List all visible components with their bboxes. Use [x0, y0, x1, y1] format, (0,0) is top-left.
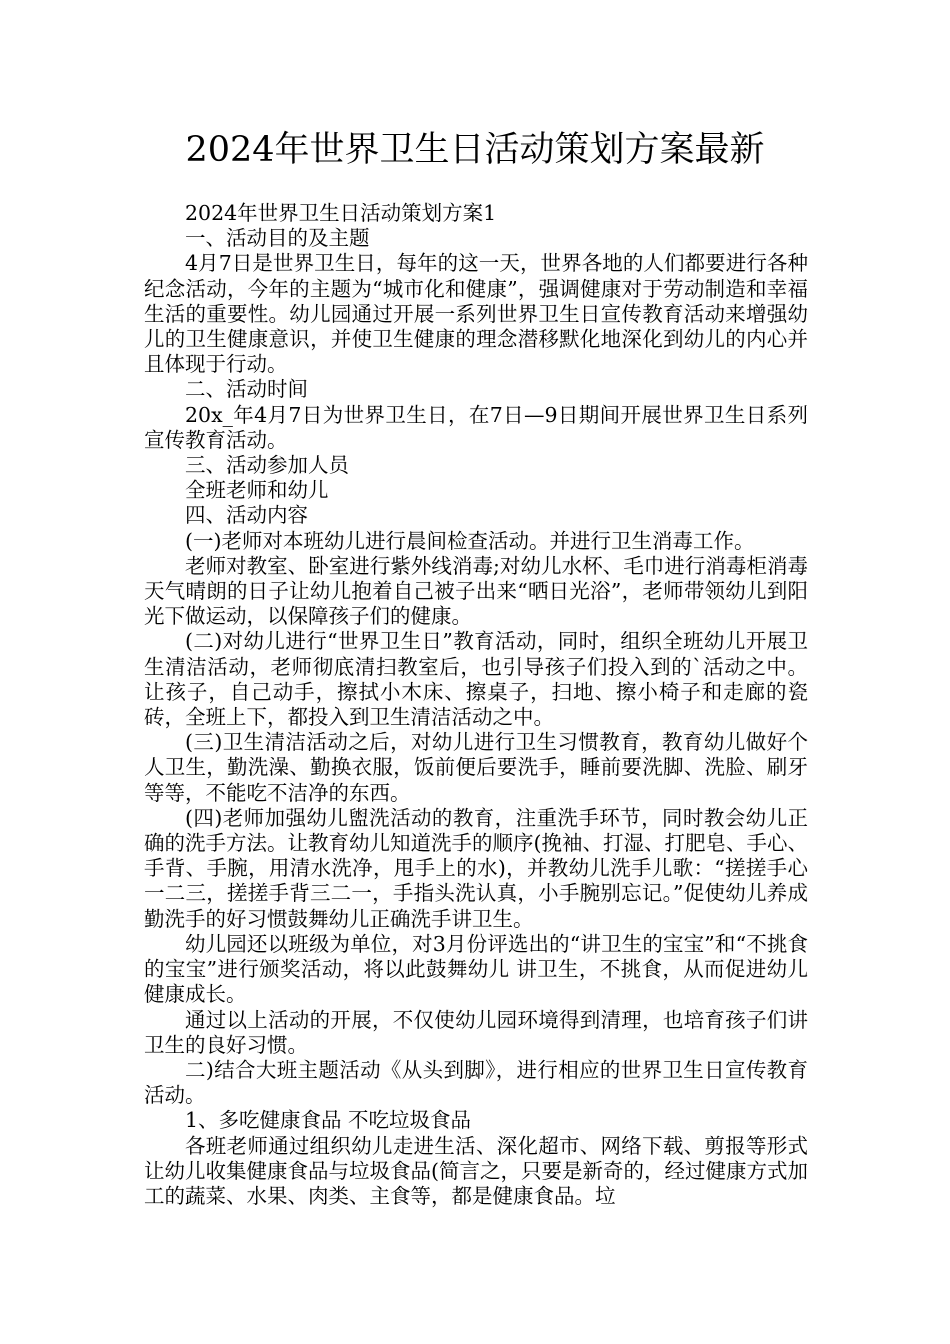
paragraph-awards: 幼儿园还以班级为单位，对3月份评选出的“讲卫生的宝宝”和“不挑食的宝宝”进行颁奖活动，将以此鼓舞幼儿 讲卫生，不挑食，从而促进幼儿健康成长。: [144, 931, 808, 1007]
paragraph-content-1-detail: 老师对教室、卧室进行紫外线消毒;对幼儿水杯、毛巾进行消毒柜消毒天气晴朗的日子让幼儿抱着自己被子出来“晒日光浴”，老师带领幼儿到阳光下做运动，以保障孩子们的健康。: [144, 553, 808, 629]
subheading-healthy-food: 1、多吃健康食品 不吃垃圾食品: [185, 1108, 472, 1133]
paragraph-content-1: (一)老师对本班幼儿进行晨间检查活动。并进行卫生消毒工作。: [185, 528, 755, 553]
paragraph-purpose: 4月7日是世界卫生日，每年的这一天，世界各地的人们都要进行各种纪念活动，今年的主题为“城市化和健康”，强调健康对于劳动制造和幸福生活的重要性。幼儿园通过开展一系列世界卫生日宣传教育活动来增强幼儿的卫生健康意识，并使卫生健康的理念潜移默化地深化到幼儿的内心并且体现于行动。: [144, 251, 808, 377]
paragraph-healthy-food: 各班老师通过组织幼儿走进生活、深化超市、网络下载、剪报等形式让幼儿收集健康食品与垃圾食品(简言之，只要是新奇的，经过健康方式加工的蔬菜、水果、肉类、主食等，都是健康食品。垃: [144, 1133, 808, 1208]
section-heading-time: 二、活动时间: [185, 377, 308, 402]
paragraph-content-2: (二)对幼儿进行“世界卫生日”教育活动，同时，组织全班幼儿开展卫生清洁活动，老师彻底清扫教室后，也引导孩子们投入到的`活动之中。让孩子，自己动手，擦拭小木床、擦桌子，扫地、擦小椅子和走廊的瓷砖，全班上下，都投入到卫生清洁活动之中。: [144, 629, 808, 730]
paragraph-content-3: (三)卫生清洁活动之后，对幼儿进行卫生习惯教育，教育幼儿做好个人卫生，勤洗澡、勤换衣服，饭前便后要洗手，睡前要洗脚、洗脸、刷牙等等，不能吃不洁净的东西。: [144, 730, 808, 805]
heading-plan-1: 2024年世界卫生日活动策划方案1: [185, 201, 497, 225]
section-heading-participants: 三、活动参加人员: [185, 453, 349, 478]
paragraph-content-4: (四)老师加强幼儿盥洗活动的教育，注重洗手环节，同时教会幼儿正确的洗手方法。让教育幼儿知道洗手的顺序(挽袖、打湿、打肥皂、手心、手背、手腕，用清水洗净，甩手上的水)，并教幼儿洗手儿歌：“搓搓手心一二三，搓搓手背三二一，手指头洗认真，小手腕别忘记。”促使幼儿养成勤洗手的好习惯鼓舞幼儿正确洗手讲卫生。: [144, 805, 808, 931]
paragraph-theme-activity: 二)结合大班主题活动《从头到脚》，进行相应的世界卫生日宣传教育活动。: [144, 1057, 808, 1108]
paragraph-summary: 通过以上活动的开展，不仅使幼儿园环境得到清理，也培育孩子们讲卫生的良好习惯。: [144, 1007, 808, 1057]
paragraph-time: 20x_年4月7日为世界卫生日，在7日—9日期间开展世界卫生日系列宣传教育活动。: [144, 402, 808, 452]
document-body: [144, 201, 808, 1209]
document-title: 2024年世界卫生日活动策划方案最新: [185, 130, 765, 170]
section-heading-content: 四、活动内容: [185, 503, 308, 528]
section-heading-purpose: 一、活动目的及主题: [185, 226, 370, 251]
paragraph-participants: 全班老师和幼儿: [185, 478, 329, 503]
